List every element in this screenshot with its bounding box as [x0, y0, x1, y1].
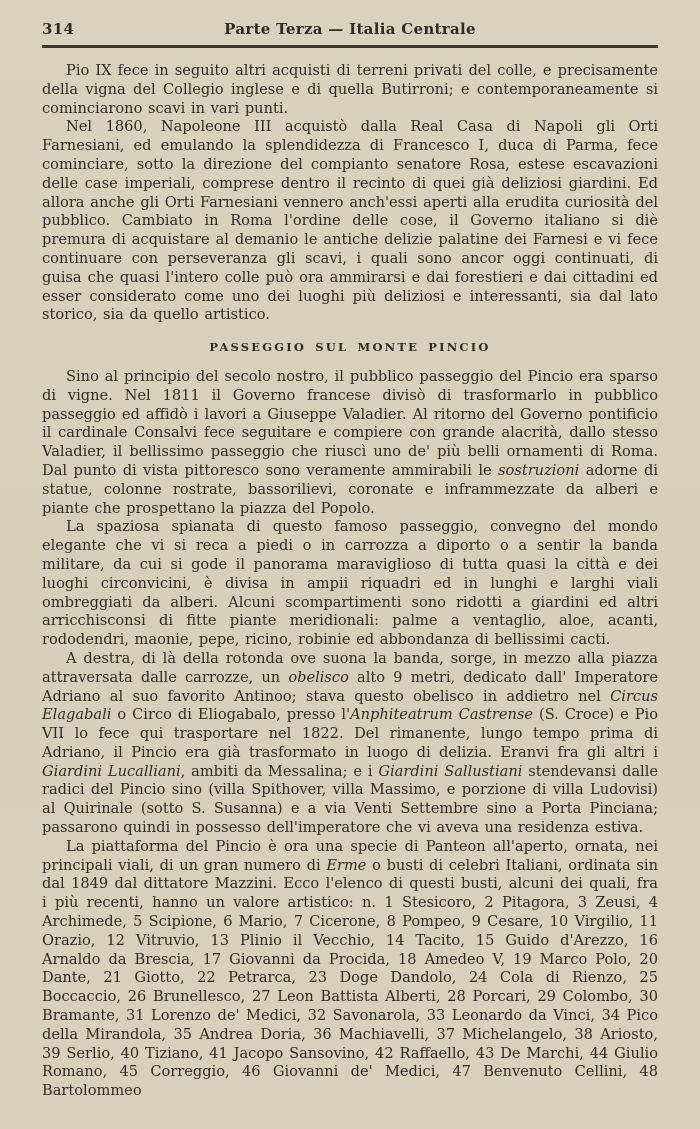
page-number: 314 — [42, 20, 75, 38]
page-body — [42, 62, 658, 1101]
paragraph: La piattaforma del Pincio è ora una specie di Panteon all'aperto, ornata, nei principali viali, di un gran numero di Erme o busti di celebri Italiani, ordinata sin dal 1849 dal dittatore Mazzini. Ecco l'elenco di questi busti, alcuni dei quali, fra i più recenti, hanno un valore artistico: n. 1 Stesicoro, 2 Pitagora, 3 Zeusi, 4 Archimede, 5 Scipione, 6 Mario, 7 Cicerone, 8 Pompeo, 9 Cesare, 10 Virgilio, 11 Orazio, 12 Vitruvio, 13 Plinio il Vecchio, 14 Tacito, 15 Guido d'Arezzo, 16 Arnaldo da Brescia, 17 Giovanni da Procida, 18 Amedeo V, 19 Marco Polo, 20 Dante, 21 Giotto, 22 Petrarca, 23 Doge Dandolo, 24 Cola di Rienzo, 25 Boccaccio, 26 Brunellesco, 27 Leon Battista Alberti, 28 Porcari, 29 Colombo, 30 Bramante, 31 Lorenzo de' Medici, 32 Savonarola, 33 Leonardo da Vinci, 34 Pico della Mirandola, 35 Andrea Doria, 36 Machiavelli, 37 Michelangelo, 38 Ariosto, 39 Serlio, 40 Tiziano, 41 Jacopo Sansovino, 42 Raffaello, 43 De Marchi, 44 Giulio Romano, 45 Correggio, 46 Giovanni de' Medici, 47 Benvenuto Cellini, 48 Bartolommeo — [42, 837, 658, 1100]
running-title: Parte Terza — Italia Centrale — [224, 20, 476, 38]
page-header — [42, 20, 658, 38]
header-rule — [42, 45, 658, 48]
paragraph: A destra, di là della rotonda ove suona la banda, sorge, in mezzo alla piazza attraversata dalle carrozze, un obelisco alto 9 metri, dedicato dall' Imperatore Adriano al suo favorito Antinoo; stava questo obelisco in addietro nel Circus Elagabali o Circo di Eliogabalo, presso l'Anphiteatrum Castrense (S. Croce) e Pio VII lo fece qui trasportare nel 1822. Del rimanente, lungo tempo prima di Adriano, il Pincio era già trasformato in luogo di delizia. Eranvi fra gli altri i Giardini Lucalliani, ambiti da Messalina; e i Giardini Sallustiani stendevansi dalle radici del Pincio sino (villa Spithover, villa Massimo, e porzione di villa Ludovisi) al Quirinale (sotto S. Susanna) e a via Venti Settembre sino a Porta Pinciana; passarono quindi in possesso dell'imperatore che vi aveva una residenza estiva. — [42, 649, 659, 837]
paragraph: Pio IX fece in seguito altri acquisti di terreni privati del colle, e precisamente della vigna del Collegio inglese e di quella Butirroni; e contemporaneamente si cominciarono scavi in vari punti. — [42, 62, 658, 117]
paragraph: La spaziosa spianata di questo famoso passeggio, convegno del mondo elegante che vi si reca a piedi o in carrozza a diporto o a sentir la banda militare, da cui si gode il panorama maraviglioso di tutta quasi la città e dei luoghi circonvicini, è divisa in ampii riquadri ed in lunghi e larghi viali ombreggiati da alberi. Alcuni scompartimenti sono ridotti a giardini ed altri arricchisconsi di fitte piante meridionali: palme a ventaglio, aloe, acanti, rododendri, maonie, pepe, ricino, robinie ed abbondanza di bellissimi cacti. — [42, 518, 658, 649]
section-heading: PASSEGGIO SUL MONTE PINCIO — [209, 340, 491, 355]
paragraph: Sino al principio del secolo nostro, il pubblico passeggio del Pincio era sparso di vigne. Nel 1811 il Governo francese divisò di trasformarlo in pubblico passeggio ed affidò i lavori a Giuseppe Valadier. Al ritorno del Governo pontificio il cardinale Consalvi fece seguitare e compiere con grande alacrità, dallo stesso Valadier, il bellissimo passeggio che riuscì uno de' più belli ornamenti di Roma. Dal punto di vista pittoresco sono veramente ammirabili le sostruzioni adorne di statue, colonne rostrate, bassorilievi, coronate e inframmezzate da alberi e piante che prospettano la piazza del Popolo. — [42, 367, 658, 517]
paragraph: Nel 1860, Napoleone III acquistò dalla Real Casa di Napoli gli Orti Farnesiani, ed emulando la splendidezza di Francesco I, duca di Parma, fece cominciare, sotto la direzione del compianto senatore Rosa, estese escavazioni delle case imperiali, comprese dentro il recinto di quei già deliziosi giardini. Ed allora anche gli Orti Farnesiani vennero anch'essi aperti alla erudita curiosità del pubblico. Cambiato in Roma l'ordine delle cose, il Governo italiano si diè premura di acquistare al demanio le antiche delizie palatine dei Farnesi e vi fece continuare con perseveranza gli scavi, i quali sono ancor oggi continuati, di guisa che quasi l'intero colle può ora ammirarsi e dai forestieri e dai cittadini ed esser considerato come uno dei luoghi più deliziosi e interessanti, sia dal lato storico, sia da quello artistico. — [42, 118, 658, 324]
